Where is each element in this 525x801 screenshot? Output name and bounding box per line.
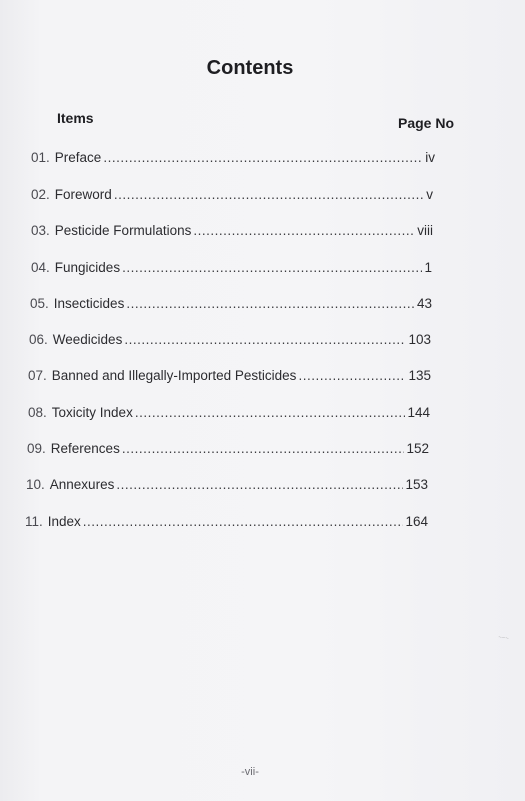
toc-entry-title: Fungicides bbox=[54, 260, 121, 275]
toc-entry-number: 08. bbox=[28, 405, 47, 420]
toc-entry-page: 153 bbox=[405, 477, 428, 492]
toc-entry-number: 06. bbox=[29, 332, 48, 347]
toc-entry-number: 03. bbox=[31, 223, 50, 238]
page-footer-number: -vii- bbox=[241, 766, 259, 778]
dot-leader bbox=[83, 514, 404, 529]
toc-entry-title: Insecticides bbox=[53, 296, 125, 311]
toc-entry-page: iv bbox=[425, 150, 435, 165]
toc-entry-page: 1 bbox=[424, 260, 432, 275]
dot-leader bbox=[126, 296, 415, 311]
toc-entry-page: v bbox=[426, 187, 433, 202]
dot-leader bbox=[135, 405, 406, 420]
toc-entry-number: 05. bbox=[30, 296, 49, 311]
toc-entry-page: 164 bbox=[405, 514, 428, 529]
toc-entry-fungicides[interactable] bbox=[31, 260, 432, 275]
toc-entry-index[interactable] bbox=[25, 514, 428, 529]
toc-entry-weedicides[interactable] bbox=[29, 332, 431, 347]
toc-entry-title: Annexures bbox=[49, 477, 115, 492]
toc-entry-page: viii bbox=[417, 223, 433, 238]
ink-smudge-mark: ~~~ bbox=[497, 634, 510, 643]
toc-entry-annexures[interactable] bbox=[26, 477, 428, 492]
dot-leader bbox=[298, 368, 406, 383]
toc-entry-references[interactable] bbox=[27, 441, 429, 456]
toc-entry-number: 01. bbox=[31, 150, 50, 165]
toc-entry-title: References bbox=[50, 441, 120, 456]
toc-entry-pesticide-formulations[interactable] bbox=[31, 223, 433, 238]
toc-entry-number: 10. bbox=[26, 477, 45, 492]
items-column-header: Items bbox=[57, 110, 94, 126]
toc-entry-title: Foreword bbox=[54, 187, 112, 202]
toc-entry-insecticides[interactable] bbox=[30, 296, 432, 311]
toc-entry-title: Banned and Illegally-Imported Pesticides bbox=[51, 368, 297, 383]
toc-entry-preface[interactable] bbox=[31, 150, 435, 165]
toc-entry-foreword[interactable] bbox=[31, 187, 433, 202]
toc-entry-number: 02. bbox=[31, 187, 50, 202]
page-number-column-header: Page No bbox=[398, 115, 455, 131]
toc-entry-number: 04. bbox=[31, 260, 50, 275]
dot-leader bbox=[193, 223, 415, 238]
toc-entry-title: Toxicity Index bbox=[51, 405, 133, 420]
toc-entry-title: Index bbox=[47, 514, 81, 529]
toc-entry-page: 144 bbox=[407, 405, 430, 420]
dot-leader bbox=[116, 477, 403, 492]
toc-entry-toxicity-index[interactable] bbox=[28, 405, 430, 420]
toc-entry-number: 11. bbox=[25, 514, 43, 529]
dot-leader bbox=[124, 332, 406, 347]
toc-entry-title: Weedicides bbox=[52, 332, 123, 347]
toc-entry-title: Preface bbox=[54, 150, 102, 165]
toc-entry-page: 135 bbox=[408, 368, 431, 383]
toc-entry-number: 07. bbox=[28, 368, 47, 383]
toc-entry-banned-pesticides[interactable] bbox=[28, 368, 431, 383]
toc-entry-page: 152 bbox=[406, 441, 429, 456]
page-title: Contents bbox=[206, 57, 294, 79]
toc-entry-page: 103 bbox=[408, 332, 431, 347]
dot-leader bbox=[103, 150, 423, 165]
toc-entry-number: 09. bbox=[27, 441, 46, 456]
toc-entry-title: Pesticide Formulations bbox=[54, 223, 192, 238]
dot-leader bbox=[114, 187, 424, 202]
toc-entry-page: 43 bbox=[416, 296, 432, 311]
dot-leader bbox=[122, 441, 405, 456]
dot-leader bbox=[122, 260, 422, 275]
